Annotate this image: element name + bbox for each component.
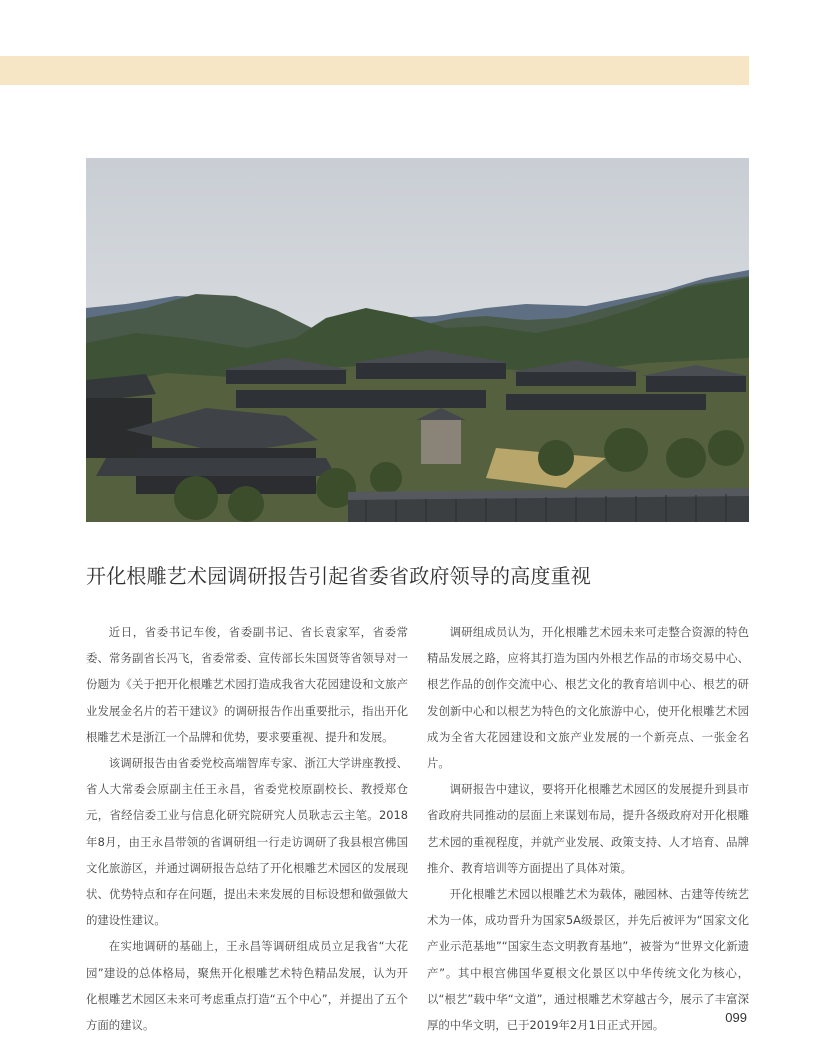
paragraph: 该调研报告由省委党校高端智库专家、浙江大学讲座教授、省人大常委会原副主任王永昌，省委党校原副校长、教授郑仓元，省经信委工业与信息化研究院研究人员耿志云主笔。2018年8月，由王永昌带领的省调研组一行走访调研了我县根宫佛国文化旅游区，并通过调研报告总结了开化根雕艺术园区的发展现状、优势特点和存在问题，提出未来发展的目标设想和做强做大的建设性建议。 [86, 756, 408, 928]
paragraph: 调研报告中建议，要将开化根雕艺术园区的发展提升到县市省政府共同推动的层面上来谋划布局，提升各级政府对开化根雕艺术园的重视程度，并就产业发展、政策支持、人才培育、品牌推介、教育培训等方面提出了具体对策。 [427, 782, 749, 875]
landscape-photo [86, 158, 749, 522]
paragraph: 在实地调研的基础上，王永昌等调研组成员立足我省“大花园”建设的总体格局，聚焦开化根雕艺术特色精品发展，认为开化根雕艺术园区未来可考虑重点打造“五个中心”，并提出了五个方面的建议。 [86, 939, 408, 1033]
resort-landscape-illustration [86, 158, 749, 522]
paragraph: 开化根雕艺术园以根雕艺术为载体，融园林、古建等传统艺术为一体，成功晋升为国家5A级景区，并先后被评为“国家文化产业示范基地”“国家生态文明教育基地”，被誉为“世界文化新遗产”。其中根宫佛国华夏根文化景区以中华传统文化为核心，以“根艺”载中华“文道”，通过根雕艺术穿越古今，展示了丰富深厚的中华文明，已于2019年2月1日正式开园。 [427, 887, 749, 1033]
header-color-band [0, 56, 749, 85]
article-headline: 开化根雕艺术园调研报告引起省委省政府领导的高度重视 [86, 564, 591, 588]
article-column-right [427, 619, 749, 1038]
paragraph: 近日，省委书记车俊，省委副书记、省长袁家军，省委常委、常务副省长冯飞，省委常委、宣传部长朱国贤等省领导对一份题为《关于把开化根雕艺术园打造成我省大花园建设和文旅产业发展金名片的若干建议》的调研报告作出重要批示，指出开化根雕艺术是浙江一个品牌和优势，要求要重视、提升和发展。 [86, 625, 408, 744]
page-number: 099 [725, 1010, 747, 1025]
paragraph: 调研组成员认为，开化根雕艺术园未来可走整合资源的特色精品发展之路，应将其打造为国内外根艺作品的市场交易中心、根艺作品的创作交流中心、根艺文化的教育培训中心、根艺的研发创新中心和以根艺为特色的文化旅游中心，使开化根雕艺术园成为全省大花园建设和文旅产业发展的一个新亮点、一张金名片。 [427, 625, 749, 771]
article-column-left [86, 619, 408, 1038]
